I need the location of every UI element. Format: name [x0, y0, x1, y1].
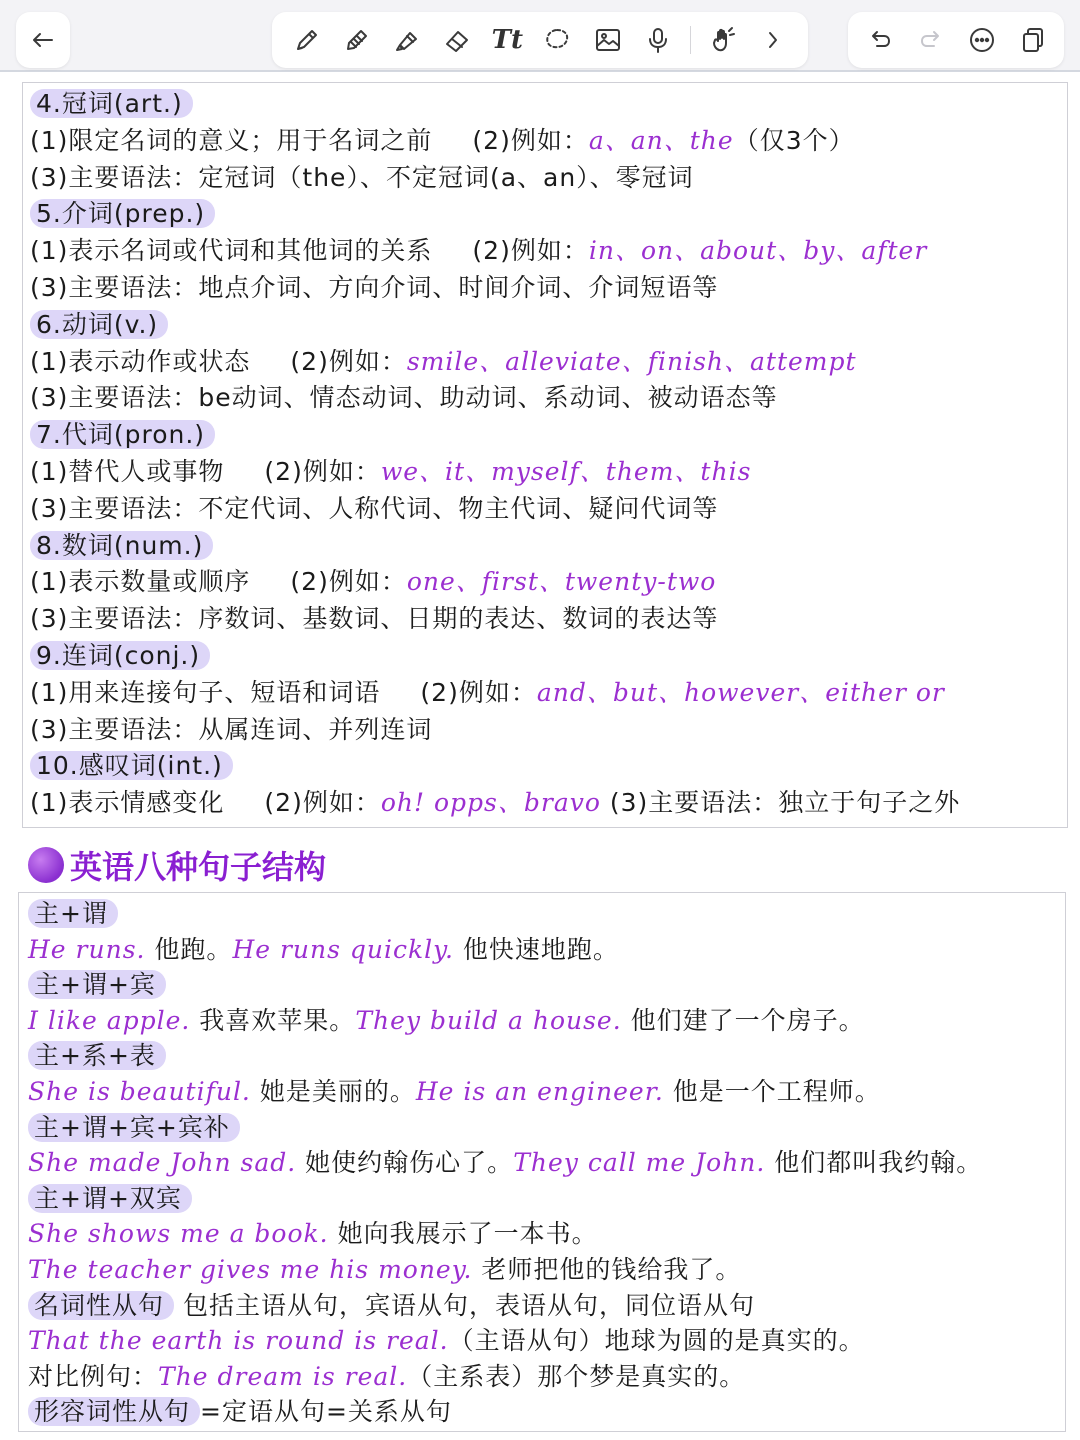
- english-example: a、an、the: [588, 125, 734, 155]
- note-text: (3)主要语法：序数词、基数词、日期的表达、数词的表达等: [30, 604, 719, 634]
- highlighted-heading: 10.感叹词(int.): [30, 751, 233, 780]
- note-text: (3)主要语法：定冠词（the）、不定冠词(a、an）、零冠词: [30, 162, 694, 192]
- note-heading: [28, 1108, 240, 1144]
- note-line: [28, 1072, 881, 1108]
- note-line: [30, 378, 778, 414]
- note-line: [30, 268, 718, 304]
- note-line: [28, 1392, 452, 1428]
- note-text: (1)限定名词的意义；用于名词之前: [30, 125, 433, 155]
- highlighted-heading: 8.数词(num.): [30, 531, 213, 560]
- note-heading: [30, 415, 215, 451]
- pen-icon[interactable]: [289, 22, 325, 58]
- note-heading: [28, 894, 118, 930]
- note-heading: [28, 1179, 192, 1215]
- note-line: [30, 673, 945, 709]
- english-example: one、first、twenty-two: [406, 567, 717, 597]
- english-example: They call me John.: [513, 1148, 766, 1178]
- note-heading: [28, 1036, 166, 1072]
- note-line: [28, 1143, 982, 1179]
- eraser-icon[interactable]: [439, 22, 475, 58]
- english-example: I like apple.: [28, 1005, 191, 1035]
- english-example: He runs quickly.: [232, 934, 454, 964]
- note-line: [28, 1321, 865, 1357]
- english-example: That the earth is round is real.: [28, 1326, 449, 1356]
- note-line: [28, 1250, 741, 1286]
- english-example: The dream is real.: [158, 1361, 408, 1391]
- note-line: [30, 231, 927, 267]
- note-text: (3)主要语法：地点介词、方向介词、时间介词、介词短语等: [30, 273, 719, 302]
- lasso-icon[interactable]: [539, 22, 575, 58]
- note-text: (1)替代人或事物: [30, 457, 225, 486]
- microphone-icon[interactable]: [640, 22, 676, 58]
- image-icon[interactable]: [590, 22, 626, 58]
- english-example: He is an engineer.: [415, 1077, 664, 1106]
- toolbar-separator: [690, 26, 691, 54]
- note-line: [28, 1357, 745, 1393]
- note-text: (1)表示动作或状态: [30, 346, 251, 376]
- english-example: She is beautiful.: [28, 1077, 251, 1106]
- english-example: She shows me a book.: [28, 1219, 329, 1249]
- note-text: （主语从句）地球为圆的是真实的。: [448, 1326, 865, 1356]
- highlighted-heading: 4.冠词(art.): [30, 89, 193, 118]
- highlighted-heading: 主+系+表: [28, 1041, 166, 1070]
- highlighted-heading: 9.连词(conj.): [30, 641, 210, 670]
- more-icon[interactable]: [964, 22, 1000, 58]
- section-heading: [28, 842, 326, 888]
- highlighter-icon[interactable]: [389, 22, 425, 58]
- note-heading: [30, 305, 168, 341]
- highlighted-heading: 7.代词(pron.): [30, 420, 215, 449]
- note-text: (2)例如：: [472, 125, 589, 155]
- back-button-container: [16, 12, 70, 68]
- note-line: [30, 599, 718, 635]
- note-line: [30, 342, 857, 378]
- tools-group: [272, 12, 808, 68]
- note-text: 她是美丽的。: [250, 1077, 416, 1106]
- english-example: and、but、however、either or: [536, 677, 945, 707]
- note-text: （主系表）那个梦是真实的。: [407, 1361, 746, 1391]
- note-text: (3)主要语法：不定代词、人称代词、物主代词、疑问代词等: [30, 493, 719, 523]
- english-example: in、on、about、by、after: [588, 236, 928, 266]
- arrow-left-icon[interactable]: [25, 22, 61, 58]
- highlighted-heading: 主+谓+双宾: [28, 1184, 192, 1213]
- toolbar: [0, 0, 1080, 72]
- note-text: 老师把他的钱给我了。: [472, 1255, 742, 1284]
- english-example: oh! opps、bravo: [380, 788, 601, 818]
- note-text: 他们都叫我约翰。: [765, 1148, 983, 1178]
- note-text: (3)主要语法：be动词、情态动词、助动词、系动词、被动语态等: [30, 383, 778, 413]
- purple-circle-icon: [28, 847, 64, 883]
- note-text: (3)主要语法：从属连词、并列连词: [30, 714, 433, 744]
- note-heading: [30, 84, 193, 120]
- text-tool-label: Tt: [491, 25, 524, 55]
- note-text: (2)例如：: [472, 236, 589, 266]
- note-line: [28, 1286, 755, 1322]
- highlighted-heading: 6.动词(v.): [30, 310, 168, 339]
- note-text: 他跑。: [145, 934, 233, 964]
- note-text: (2)例如：: [264, 457, 381, 486]
- note-text: (1)表示数量或顺序: [30, 567, 251, 597]
- hand-icon[interactable]: [705, 22, 741, 58]
- note-line: [30, 710, 432, 746]
- english-example: They build a house.: [355, 1005, 622, 1035]
- note-text: 包括主语从句，宾语从句，表语从句，同位语从句: [174, 1290, 755, 1320]
- note-text: (2)例如：: [290, 346, 407, 376]
- note-line: [28, 1001, 865, 1037]
- text-icon[interactable]: [489, 22, 525, 58]
- note-line: [30, 121, 855, 157]
- note-heading: [30, 746, 233, 782]
- note-line: [30, 783, 960, 819]
- english-example: He runs.: [28, 934, 146, 964]
- undo-icon[interactable]: [862, 22, 898, 58]
- note-text: (1)用来连接句子、短语和词语: [30, 677, 381, 707]
- english-example: smile、alleviate、finish、attempt: [406, 346, 857, 376]
- note-text: 她使约翰伤心了。: [296, 1148, 514, 1178]
- english-example: She made John sad.: [28, 1148, 297, 1178]
- note-text: 他快速地跑。: [453, 934, 619, 964]
- highlighted-heading: 5.介词(prep.): [30, 199, 215, 228]
- note-text: 我喜欢苹果。: [190, 1005, 356, 1035]
- note-text: =定语从句=关系从句: [200, 1397, 452, 1427]
- note-line: [28, 1214, 598, 1250]
- note-text: (1)表示名词或代词和其他词的关系: [30, 236, 433, 266]
- note-heading: [30, 526, 213, 562]
- note-text: (2)例如：: [290, 567, 407, 597]
- note-text: （仅3个）: [733, 125, 855, 155]
- section-heading-text: 英语八种句子结构: [70, 848, 327, 886]
- highlighted-heading: 主+谓+宾: [28, 970, 166, 999]
- note-text: 她向我展示了一本书。: [328, 1219, 598, 1249]
- english-example: we、it、myself、them、this: [380, 457, 752, 486]
- note-line: [30, 452, 751, 488]
- pencil-icon[interactable]: [339, 22, 375, 58]
- highlighted-heading: 主+谓+宾+宾补: [28, 1113, 240, 1142]
- note-text: 对比例句：: [28, 1361, 159, 1391]
- note-text: (2)例如：: [264, 788, 381, 818]
- note-text: (1)表示情感变化: [30, 788, 225, 818]
- highlighted-heading: 主+谓: [28, 899, 118, 928]
- note-text: 他们建了一个房子。: [621, 1005, 865, 1035]
- note-text: (3)主要语法：独立于句子之外: [600, 788, 961, 818]
- note-text: (2)例如：: [420, 677, 537, 707]
- note-heading: [30, 636, 210, 672]
- note-line: [30, 489, 718, 525]
- english-example: The teacher gives me his money.: [28, 1255, 473, 1284]
- note-heading: [28, 965, 166, 1001]
- note-line: [30, 158, 694, 194]
- redo-icon[interactable]: [913, 22, 949, 58]
- note-heading: [30, 194, 215, 230]
- chevron-right-icon[interactable]: [755, 22, 791, 58]
- note-line: [28, 930, 619, 966]
- highlighted-term: 名词性从句: [28, 1291, 174, 1320]
- note-line: [30, 562, 716, 598]
- highlighted-term: 形容词性从句: [28, 1397, 200, 1426]
- pages-icon[interactable]: [1015, 22, 1051, 58]
- note-text: 他是一个工程师。: [663, 1077, 881, 1106]
- actions-group: [848, 12, 1064, 68]
